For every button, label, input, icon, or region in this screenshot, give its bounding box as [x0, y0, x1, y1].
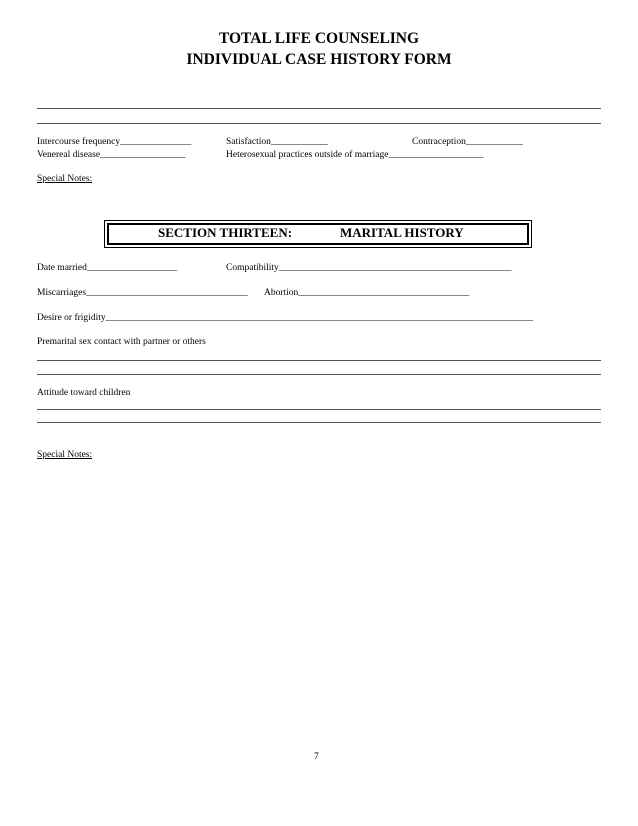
heterosexual-practices-field[interactable]: Heterosexual practices outside of marriage____________________ [226, 150, 484, 160]
attitude-answer-line[interactable] [37, 409, 601, 410]
miscarriages-field[interactable]: Miscarriages__________________________________ [37, 288, 248, 298]
premarital-answer-line[interactable] [37, 374, 601, 375]
form-title-line2: INDIVIDUAL CASE HISTORY FORM [186, 51, 452, 68]
attitude-answer-line[interactable] [37, 422, 601, 423]
blank-line [37, 108, 601, 109]
satisfaction-field[interactable]: Satisfaction____________ [226, 137, 328, 147]
desire-frigidity-field[interactable]: Desire or frigidity__________________________________________________________________________________________ [37, 313, 534, 323]
form-title-line1: TOTAL LIFE COUNSELING [218, 30, 420, 47]
intercourse-frequency-field[interactable]: Intercourse frequency_______________ [37, 137, 192, 147]
page-number: 7 [314, 752, 319, 762]
marital-special-notes-label: Special Notes: [37, 450, 93, 460]
premarital-sex-label: Premarital sex contact with partner or others [37, 337, 206, 347]
premarital-answer-line[interactable] [37, 360, 601, 361]
contraception-field[interactable]: Contraception____________ [412, 137, 523, 147]
blank-line [37, 123, 601, 124]
section-number: SECTION THIRTEEN: [158, 225, 293, 240]
special-notes-label: Special Notes: [37, 174, 93, 184]
date-married-field[interactable]: Date married___________________ [37, 263, 178, 273]
venereal-disease-field[interactable]: Venereal disease__________________ [37, 150, 186, 160]
compatibility-field[interactable]: Compatibility_________________________________________________ [226, 263, 512, 273]
abortion-field[interactable]: Abortion____________________________________ [264, 288, 470, 298]
section-header-box [104, 220, 532, 248]
section-name: MARITAL HISTORY [340, 225, 464, 240]
attitude-children-label: Attitude toward children [37, 388, 131, 398]
